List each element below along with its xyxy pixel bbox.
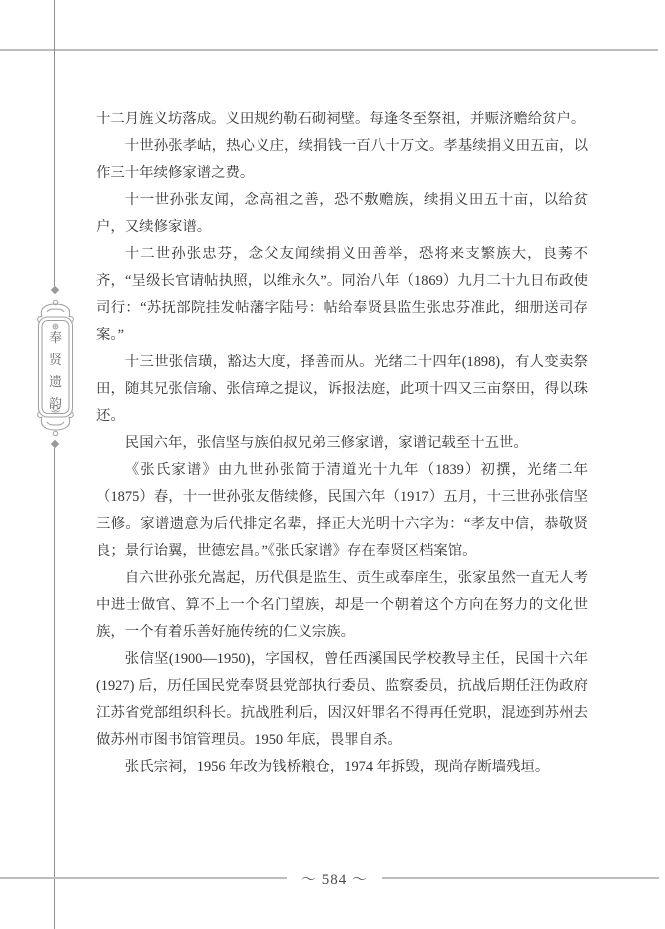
spine-char: 遗 xyxy=(48,374,63,389)
left-margin-rule-lower xyxy=(54,448,55,929)
footer-page-number: ～ 584 ～ xyxy=(300,872,368,888)
body-paragraph: 自六世孙张允嵩起，历代俱是监生、贡生或奉庠生，张家虽然一直无人考中进士做官、算不上一个名门望族，却是一个朝着这个方向在努力的文化世族，一个有着乐善好施传统的仁义宗族。 xyxy=(96,570,588,640)
body-paragraph: 十二世孙张忠芬，念父友闻续捐义田善举，恐将来支繁族大，良莠不齐，“呈级长官请帖执照，以维永久”。同治八年（1869）九月二十九日布政使司行：“苏抚部院挂发帖藩字陆号：帖给奉贤县监生张忠芬准此，细册送司存案。” xyxy=(96,246,588,343)
page-body-text xyxy=(96,106,588,781)
body-paragraph: 十一世孙张友闻，念高祖之善，恐不敷赡族，续捐义田五十亩，以给贫户，又续修家谱。 xyxy=(96,192,588,235)
spine-cartouche xyxy=(33,298,78,444)
left-margin-rule-upper xyxy=(54,0,55,286)
body-paragraph: 十二月旌义坊落成。义田规约勒石砌祠壁。每逢冬至祭祖，并赈济赡给贫户。 xyxy=(96,111,586,127)
body-paragraph: 十世孙张孝岵，热心义庄，续捐钱一百八十万文。孝基续捐义田五亩，以作三十年续修家谱之费。 xyxy=(96,138,588,181)
body-paragraph: 张信坚(1900—1950)，字国权，曾任西溪国民学校教导主任，民国十六年(1927) 后，历任国民党奉贤县党部执行委员、监察委员，抗战后期任汪伪政府江苏省党部组织科长。抗战胜利后，因汉奸罪名不得再任党职，混迹到苏州去做苏州市图书馆管理员。1950 年底，畏罪自杀。 xyxy=(96,651,588,748)
spine-char: 奉 xyxy=(48,330,63,345)
spine-char: 韵 xyxy=(48,396,63,411)
bottom-rule-left xyxy=(0,877,287,879)
body-paragraph: 《张氏家谱》由九世孙张简于清道光十九年（1839）初撰，光绪二年（1875）春，十一世孙张友偕续修，民国六年（1917）五月，十三世孙张信坚三修。家谱遗意为后代排定名辈，择正大光明十六字为：“孝友中信，恭敬贤良；景行诒翼，世德宏昌。”《张氏家谱》存在奉贤区档案馆。 xyxy=(96,462,588,559)
body-paragraph: 十三世张信璜，豁达大度，择善而从。光绪二十四年(1898)，有人变卖祭田，随其兄张信瑜、张信璋之提议，诉报法庭，此项十四又三亩祭田，得以珠还。 xyxy=(96,354,588,424)
bottom-rule-right xyxy=(382,877,659,879)
body-paragraph: 张氏宗祠，1956 年改为钱桥粮仓，1974 年拆毁，现尚存断墙残垣。 xyxy=(124,759,550,775)
cartouche-ornament-icon xyxy=(33,298,78,444)
body-paragraph: 民国六年，张信坚与族伯叔兄弟三修家谱，家谱记载至十五世。 xyxy=(124,435,528,451)
spine-char: 贤 xyxy=(48,352,63,367)
ornament-diamond-icon xyxy=(51,286,59,294)
top-rule xyxy=(0,49,658,51)
